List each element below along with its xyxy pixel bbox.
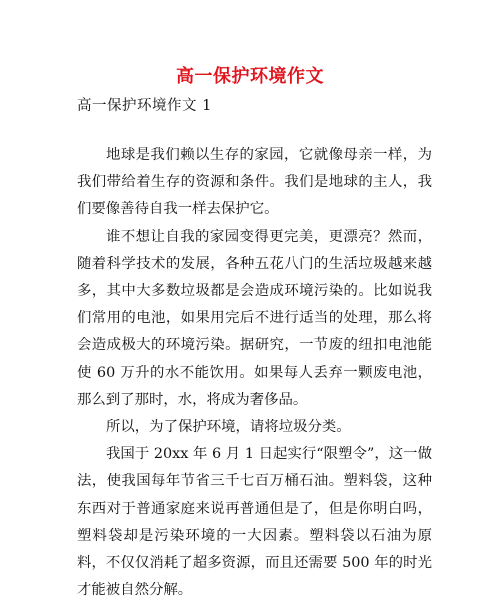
paragraph: 地球是我们赖以生存的家园，它就像母亲一样，为我们带给着生存的资源和条件。我们是地球的主人，我们要像善待自我一样去保护它。 — [77, 147, 432, 218]
document-subtitle: 高一保护环境作文 1 — [77, 98, 212, 114]
paragraph: 我国于 20xx 年 6 月 1 日起实行“限塑令”，这一做法，使我国每年节省三千七百万桶石油。塑料袋，这种东西对于普通家庭来说再普通但是了，但是你明白吗，塑料袋却是污染环境的一大因素。塑料袋以石油为原料，不仅仅消耗了超多资源，而且还需要 500 年的时光才能被自然分解。 — [77, 446, 432, 599]
document-body — [77, 142, 432, 604]
paragraph: 谁不想让自我的家园变得更完美，更漂亮？然而，随着科学技术的发展，各种五花八门的生活垃圾越来越多，其中大多数垃圾都是会造成环境污染的。比如说我们常用的电池，如果用完后不进行适当的处理，那么将会造成极大的环境污染。据研究，一节废的纽扣电池能使 60 万升的水不能饮用。如果每人丢弃一颗废电池，那么到了那时，水，将成为奢侈品。 — [77, 228, 432, 408]
document-title: 高一保护环境作文 — [176, 66, 324, 87]
paragraph: 所以，为了保护环境，请将垃圾分类。 — [106, 419, 351, 436]
